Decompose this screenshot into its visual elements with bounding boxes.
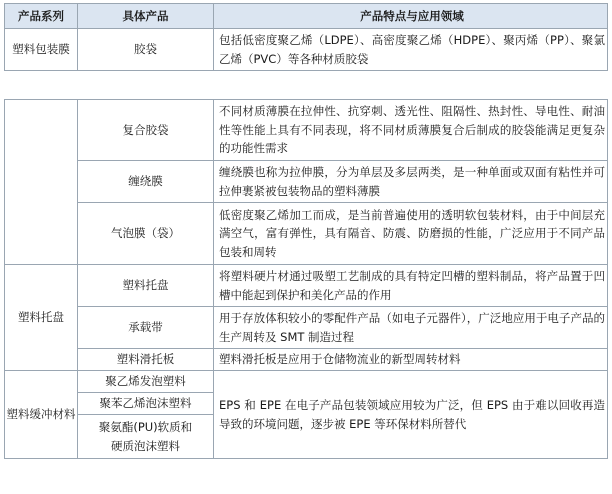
series-cell: 塑料包装膜: [5, 29, 78, 71]
description-cell: 缠绕膜也称为拉伸膜，分为单层及多层两类，是一种单面或双面有粘性并可拉伸裹紧被包装物品的塑料薄膜: [214, 161, 608, 203]
product-cell: 塑料滑托板: [78, 349, 214, 371]
table-row: [5, 371, 608, 393]
table-gap: [4, 72, 607, 92]
description-cell: 用于存放体积较小的零配件产品（如电子元器件），广泛地应用于电子产品的生产周转及 SMT 制造过程: [214, 307, 608, 349]
description-cell: 低密度聚乙烯加工而成，是当前普遍使用的透明软包装材料，由于中间层充满空气，富有弹性，具有隔音、防震、防磨损的性能，广泛应用于不同产品包装和周转: [214, 203, 608, 265]
table-row: [5, 265, 608, 307]
description-cell: 将塑料硬片材通过吸塑工艺制成的具有特定凹槽的塑料制品，将产品置于凹槽中能起到保护和美化产品的作用: [214, 265, 608, 307]
product-cell: 聚苯乙烯泡沫塑料: [78, 393, 214, 415]
product-cell-line: 聚氨酯(PU)软质和: [98, 420, 193, 434]
description-cell: 塑料滑托板是应用于仓储物流业的新型周转材料: [214, 349, 608, 371]
product-cell: 缠绕膜: [78, 161, 214, 203]
table-row: [5, 307, 608, 349]
table-row: [5, 349, 608, 371]
table-row: [5, 29, 608, 71]
header-row: [5, 4, 608, 29]
header-product: 具体产品: [78, 4, 214, 29]
table-row: [5, 100, 608, 161]
description-cell: 不同材质薄膜在拉伸性、抗穿刺、透光性、阻隔性、热封性、导电性、耐油性等性能上具有不同表现，将不同材质薄膜复合后制成的胶袋能满足更复杂的功能性需求: [214, 100, 608, 161]
description-cell: EPS 和 EPE 在电子产品包装领域应用较为广泛，但 EPS 由于难以回收再造导致的环境问题，逐步被 EPE 等环保材料所替代: [214, 371, 608, 459]
series-cell: [5, 100, 78, 265]
header-series: 产品系列: [5, 4, 78, 29]
product-cell: 复合胶袋: [78, 100, 214, 161]
product-cell: 聚乙烯发泡塑料: [78, 371, 214, 393]
series-cell: 塑料缓冲材料: [5, 371, 78, 459]
product-cell: 塑料托盘: [78, 265, 214, 307]
table-row: [5, 161, 608, 203]
product-cell: [78, 415, 214, 459]
product-cell: 承载带: [78, 307, 214, 349]
header-features: 产品特点与应用领域: [214, 4, 608, 29]
product-cell-line: 硬质泡沫塑料: [111, 438, 180, 453]
product-cell: 胶袋: [78, 29, 214, 71]
series-cell: 塑料托盘: [5, 265, 78, 371]
description-cell: 包括低密度聚乙烯（LDPE）、高密度聚乙烯（HDPE）、聚丙烯（PP）、聚氯乙烯（PVC）等各种材质胶袋: [214, 29, 608, 71]
table-row: [5, 203, 608, 265]
table-bottom: [4, 99, 608, 459]
table-top: [4, 3, 608, 71]
product-cell: 气泡膜（袋）: [78, 203, 214, 265]
